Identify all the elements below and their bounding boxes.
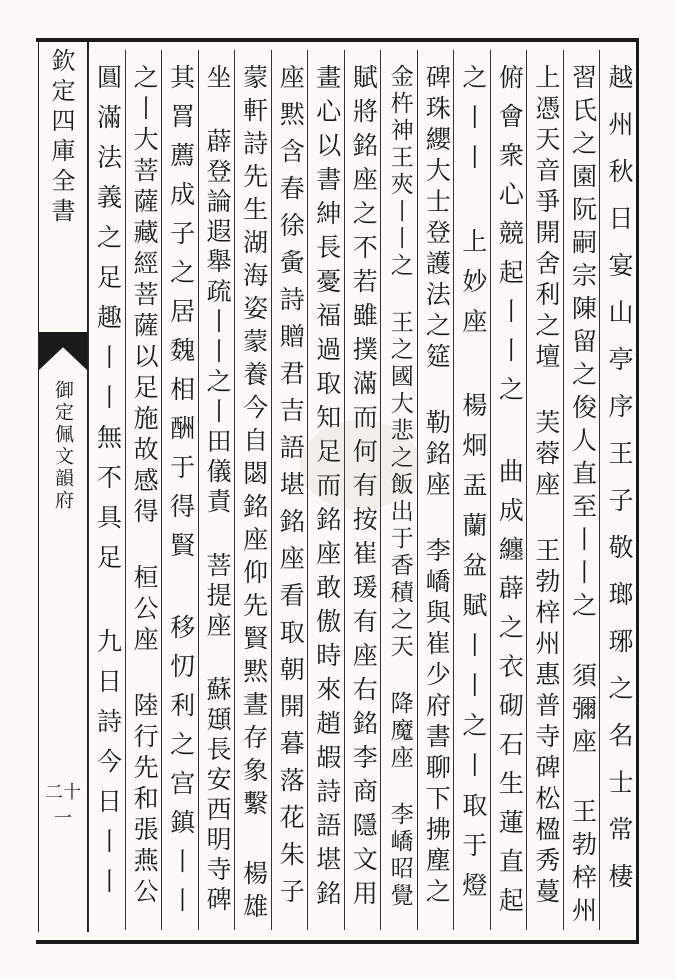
text-column	[526, 50, 564, 930]
text-body	[88, 42, 636, 932]
fishtail-mark-icon	[39, 332, 87, 370]
column-text: 蒙軒詩先生湖海姿蒙養今自閟銘座仰先賢黙晝存象繫 楊雄	[239, 64, 269, 926]
column-text: 越州秋日宴山亭序王子敬瑯琊之名士常棲	[604, 64, 634, 910]
column-text: 賦將銘座之不若雖撲滿而何有按崔瑗有座右銘李商隱文用	[349, 64, 379, 914]
text-column	[161, 50, 199, 930]
column-text: 碑珠纓大士登護法之筵 勒銘座 李嶠與崔少府書聊下拂塵之	[422, 64, 452, 909]
column-text: 習氏之園阮嗣宗陳留之俊人直至丨丨之 須彌座 王勃梓州	[568, 64, 598, 930]
text-column	[271, 50, 309, 930]
column-text: 坐 薜登論遐舉疏丨丨之丨田儀責 菩提座 蘇頲長安西明寺碑	[203, 64, 233, 916]
column-text: 之丨丨 上妙座 楊炯盂蘭盆賦丨丨之丨取于燈	[458, 64, 488, 912]
column-text: 之丨大菩薩藏經菩薩以足施故感得 桓公座 陸行先和張燕公	[130, 64, 160, 909]
column-text: 俯會衆心競起丨丨之 曲成纏薜之衣砌石生蓮直起	[495, 64, 525, 926]
text-column	[344, 50, 382, 930]
page-margin	[38, 42, 89, 932]
column-text: 圓滿法義之足趣丨丨無不具足 九日詩今日丨丨	[93, 64, 123, 908]
text-column	[198, 50, 236, 930]
column-text: 其罥薦成子之居魏相酬于得賢 移忉利之宫鎮丨丨	[166, 64, 196, 926]
text-column	[563, 50, 601, 930]
page-number: 二十一	[45, 782, 81, 829]
text-column	[307, 50, 345, 930]
text-column	[380, 50, 418, 930]
text-column	[234, 50, 272, 930]
book-title: 欽定四庫全書	[47, 48, 75, 228]
text-column	[88, 50, 126, 930]
column-text: 座黙含春徐夤詩贈君吉語堪銘座看取朝開暮落花朱子	[276, 64, 306, 915]
text-column	[453, 50, 491, 930]
column-text: 上憑天音爭開舍利之壇 芙蓉座 王勃梓州惠普寺碑松楹秀蔓	[531, 64, 561, 909]
column-text: 金杵神王夾丨丨之 王之國大悲之飯出于香積之天 降魔座 李嶠昭覺	[386, 64, 413, 910]
text-column	[125, 50, 163, 930]
text-column	[599, 50, 637, 930]
volume-title: 御定佩文韻府	[52, 380, 74, 512]
column-text: 畫心以書紳長憂福過取知足而銘座敢傲時來趙嘏詩語堪銘	[312, 64, 342, 914]
text-column	[417, 50, 455, 930]
text-column	[490, 50, 528, 930]
